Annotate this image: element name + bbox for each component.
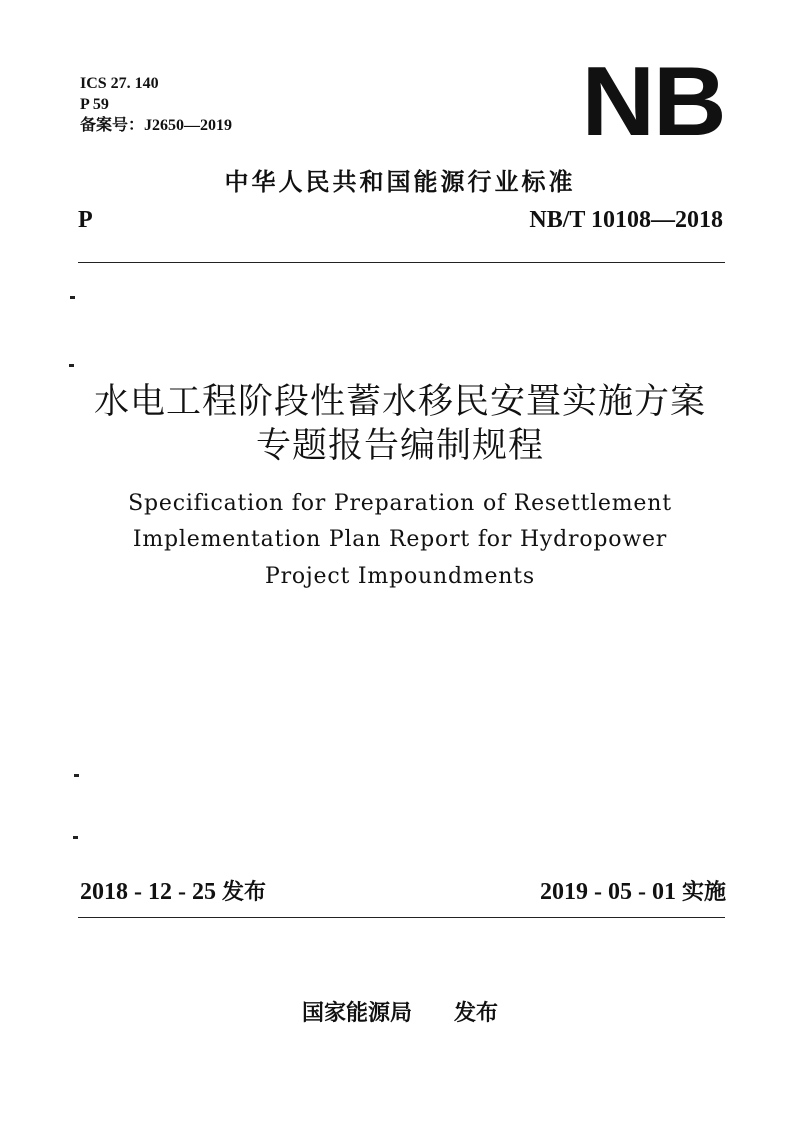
class-code: P [78,207,93,233]
scan-mark [73,836,78,839]
standard-number: NB/T 10108—2018 [529,207,723,233]
issue-date-value: 2018 - 12 - 25 [80,879,216,905]
scan-mark [74,774,79,777]
title-cn-line-1: 水电工程阶段性蓄水移民安置实施方案 [93,382,706,422]
classification-block [80,73,232,136]
title-en-line-3: Project Impoundments [264,564,536,589]
ics-code: ICS 27. 140 [80,75,159,92]
scan-mark [70,296,75,299]
title-en-line-2: Implementation Plan Report for Hydropower [132,527,668,552]
title-en-line-1: Specification for Preparation of Resettlement [128,491,672,516]
footer-divider [78,917,725,918]
implement-date-value: 2019 - 05 - 01 [540,879,676,905]
header-divider [78,262,725,263]
issue-label: 发布 [221,880,266,905]
implement-date [540,875,726,906]
issue-date [80,875,266,906]
industry-standard-title: 中华人民共和国能源行业标准 [224,168,576,196]
title-cn-line-2: 专题报告编制规程 [255,426,544,466]
record-number: 备案号：J2650—2019 [80,117,233,134]
issuer [0,996,800,1027]
ccs-code: P 59 [80,96,109,113]
scan-mark [69,364,74,367]
implement-label: 实施 [681,880,726,905]
issuer-name: 国家能源局 [301,1001,412,1026]
issuer-label: 发布 [454,1001,499,1026]
nb-logo: NB [581,46,725,156]
